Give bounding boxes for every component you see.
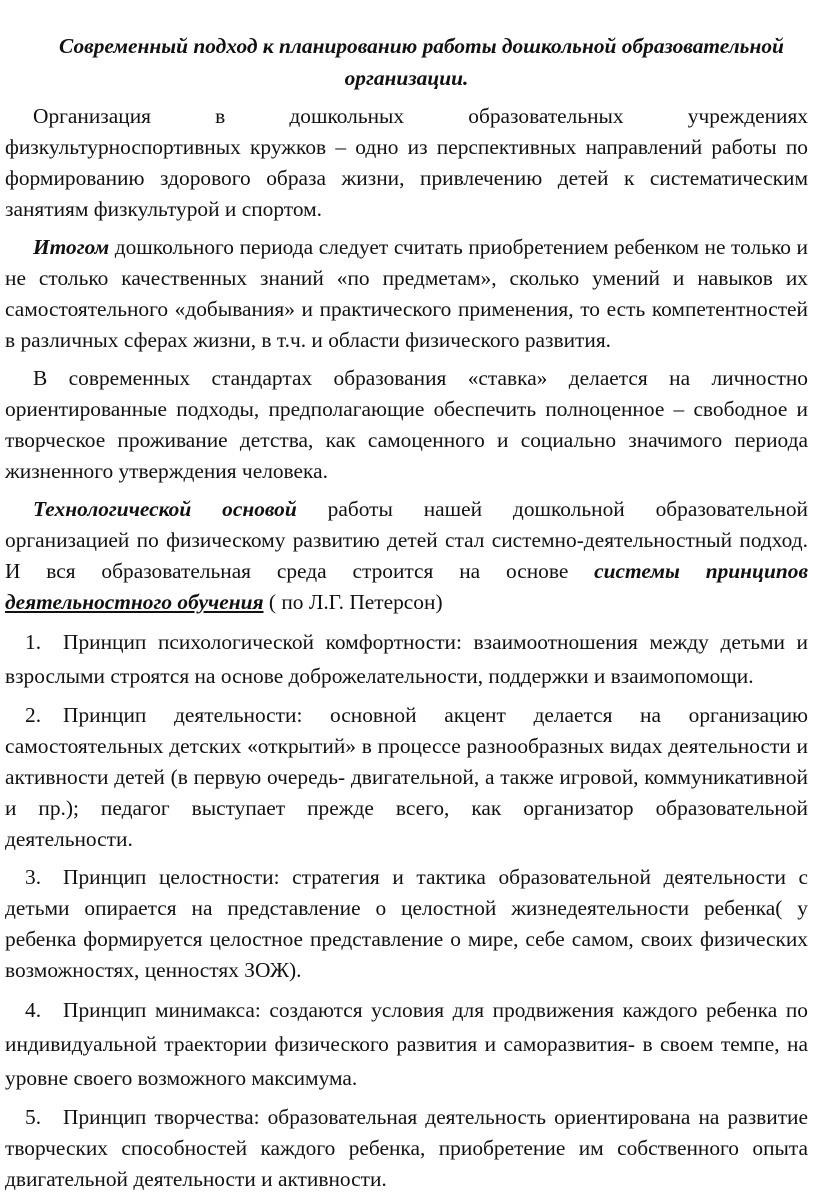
title-line-2: организации. <box>344 66 469 90</box>
activity-learning-term: деятельностного обучения <box>5 590 264 614</box>
paragraph-technology <box>5 494 808 618</box>
list-item-number: 2. <box>25 703 42 727</box>
list-item <box>5 862 808 986</box>
outcome-lead-term: Итогом <box>33 235 110 259</box>
list-item-number: 4. <box>25 998 42 1022</box>
paragraph-standards: В современных стандартах образования «ставка» делается на личностно ориентированные подходы, предполагающие обеспечить полноценное – свободное и творческое проживание детства, как самоценного и социально значимого периода жизненного утверждения человека. <box>5 366 808 483</box>
technology-text: работы нашей дошкольной образовательной организацией по физическому развитию детей стал системно-деятельностный подход. И вся образовательная среда строится на основе <box>5 497 808 583</box>
principles-system-term: системы принципов <box>594 559 808 583</box>
outcome-text: дошкольного периода следует считать приобретением ребенком не только и не столько качественных знаний «по предметам», сколько умений и навыков их самостоятельного «добывания» и практического применения, то есть компетентностей в различных сферах жизни, в т.ч. и области физического развития. <box>5 235 808 352</box>
list-item <box>5 993 808 1095</box>
paragraph-intro: Организация в дошкольных образовательных учреждениях физкультурноспортивных кружков – одно из перспективных направлений работы по формированию здорового образа жизни, привлечению детей к систематическим занятиям физкультурой и спортом. <box>5 104 808 221</box>
list-item-number: 5. <box>25 1105 42 1129</box>
technology-lead-term: Технологической основой <box>33 497 297 521</box>
list-item-text: Принцип психологической комфортности: взаимоотношения между детьми и взрослыми строятся на основе доброжелательности, поддержки и взаимопомощи. <box>5 630 808 688</box>
document-title <box>5 30 808 94</box>
list-item-text: Принцип минимакса: создаются условия для продвижения каждого ребенка по индивидуальной траектории физического развития и саморазвития- в своем темпе, на уровне своего возможного максимума. <box>5 998 808 1090</box>
list-item <box>5 700 808 855</box>
list-item <box>5 625 808 693</box>
list-item-number: 3. <box>25 865 42 889</box>
principles-list <box>5 625 808 1195</box>
technology-author: ( по Л.Г. Петерсон) <box>263 590 443 614</box>
paragraph-outcome <box>5 232 808 356</box>
title-line-1: Современный подход к планированию работы дошкольной образовательной <box>59 34 784 58</box>
list-item-text: Принцип творчества: образовательная деятельность ориентирована на развитие творческих способностей каждого ребенка, приобретение им собственного опыта двигательной деятельности и активности. <box>5 1105 808 1191</box>
list-item <box>5 1102 808 1195</box>
list-item-text: Принцип деятельности: основной акцент делается на организацию самостоятельных детских «открытий» в процессе разнообразных видах деятельности и активности детей (в первую очередь- двигательной, а также игровой, коммуникативной и пр.); педагог выступает прежде всего, как организатор образовательной деятельности. <box>5 703 808 851</box>
list-item-text: Принцип целостности: стратегия и тактика образовательной деятельности с детьми опирается на представление о целостной жизнедеятельности ребенка( у ребенка формируется целостное представление о мире, себе самом, своих физических возможностях, ценностях ЗОЖ). <box>5 865 808 982</box>
list-item-number: 1. <box>25 630 42 654</box>
